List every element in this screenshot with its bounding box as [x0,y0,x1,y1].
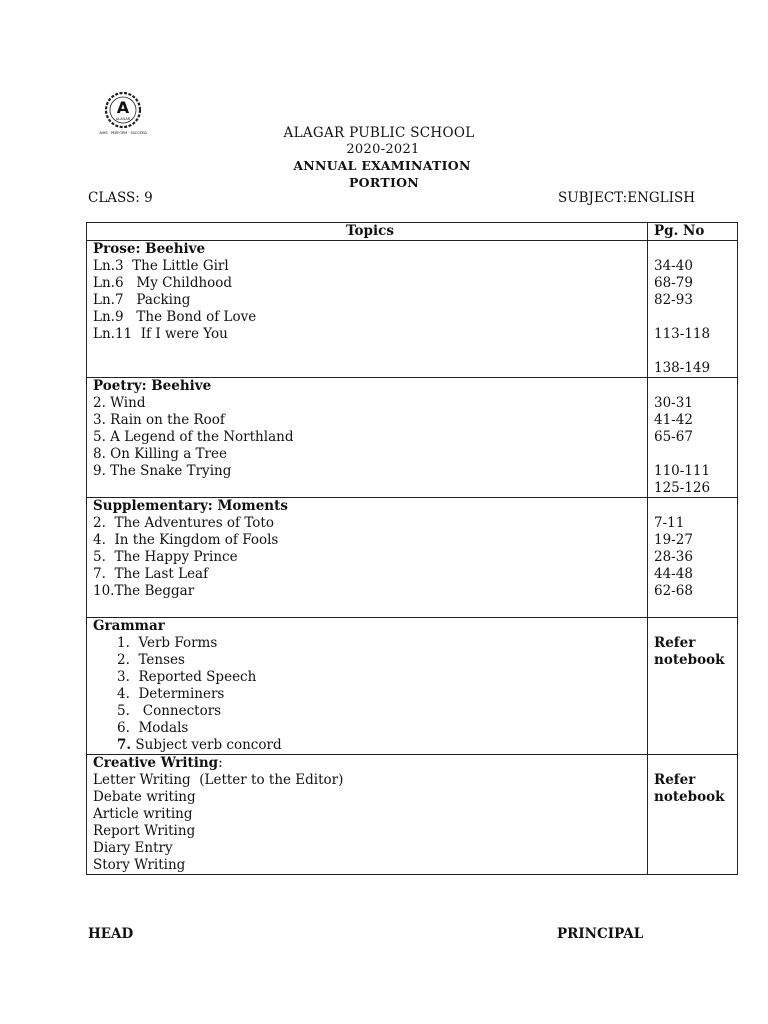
list-item: 2. Wind [93,395,146,411]
section-supplementary [87,498,738,618]
list-item: 5. Connectors [117,703,222,719]
table-header-row [87,223,738,241]
list-item: Ln.6 My Childhood [93,275,233,291]
topics-column-header: Topics [346,223,394,239]
section-prose [87,241,738,378]
school-name: ALAGAR PUBLIC SCHOOL [283,125,475,141]
section-grammar [87,618,738,755]
refer-label: Refer [654,635,696,651]
supplementary-heading: Supplementary: Moments [93,498,288,514]
list-item: 4. Determiners [117,686,225,702]
supplementary-topics-cell [87,498,648,618]
list-item: Ln.3 The Little Girl [93,258,229,274]
prose-heading: Prose: Beehive [93,241,206,257]
prose-pages-cell [648,241,738,378]
head-signature-label: HEAD [88,926,134,942]
list-item: Diary Entry [93,840,173,856]
class-label: CLASS: 9 [88,190,153,206]
academic-year: 2020-2021 [346,142,420,157]
list-item: 1. Verb Forms [117,635,218,651]
section-poetry [87,378,738,498]
refer-label: Refer [654,772,696,788]
logo-motto: AIMS · PERFORM · SUCCEED [99,131,147,135]
logo-letter: A [116,98,130,117]
topics-header-cell [87,223,648,241]
page-range: 125-126 [654,480,711,496]
list-item: 3. Reported Speech [117,669,257,685]
page-range: 65-67 [654,429,693,445]
prose-topics-cell [87,241,648,378]
portion-title: PORTION [348,175,420,190]
list-item: Ln.11 If I were You [93,326,228,342]
pages-header-cell [648,223,738,241]
list-item: Report Writing [93,823,196,839]
list-item: 9. The Snake Trying [93,463,232,479]
list-item: 7. The Last Leaf [93,566,209,582]
principal-signature-label: PRINCIPAL [557,926,644,942]
list-item: Debate writing [93,789,196,805]
list-item: 3. Rain on the Roof [93,412,225,428]
list-item: 6. Modals [117,720,189,736]
page-range: 110-111 [654,463,711,479]
list-item: Article writing [93,806,193,822]
portion-table [86,222,738,875]
list-item: 7. Subject verb concord [117,737,282,753]
grammar-heading: Grammar [93,618,165,634]
list-item: 2. Tenses [117,652,185,668]
page-range: 41-42 [654,412,693,428]
page-range: 7-11 [654,515,685,531]
list-item: 8. On Killing a Tree [93,446,227,462]
section-creative-writing [87,755,738,875]
list-item: Ln.7 Packing [93,292,191,308]
page-range: 82-93 [654,292,693,308]
page-range: 30-31 [654,395,693,411]
exam-title: ANNUAL EXAMINATION [293,158,471,173]
poetry-topics-cell [87,378,648,498]
grammar-pages-cell [648,618,738,755]
creative-topics-cell [87,755,648,875]
page-range: 113-118 [654,326,711,342]
page-range: 28-36 [654,549,693,565]
supplementary-pages-cell [648,498,738,618]
notebook-label: notebook [654,789,725,805]
grammar-topics-cell [87,618,648,755]
creative-pages-cell [648,755,738,875]
page-range: 62-68 [654,583,693,599]
poetry-heading: Poetry: Beehive [93,378,212,394]
page-range: 44-48 [654,566,693,582]
subject-label: SUBJECT:ENGLISH [558,190,695,206]
pages-column-header: Pg. No [654,223,705,239]
poetry-pages-cell [648,378,738,498]
list-item: 5. A Legend of the Northland [93,429,294,445]
list-item: Story Writing [93,857,186,873]
creative-heading: Creative Writing: [93,755,223,771]
page-range: 138-149 [654,360,711,376]
notebook-label: notebook [654,652,725,668]
page-range: 68-79 [654,275,693,291]
list-item: 4. In the Kingdom of Fools [93,532,279,548]
list-item: 5. The Happy Prince [93,549,238,565]
page-range: 19-27 [654,532,693,548]
page-range: 34-40 [654,258,693,274]
logo-text: ALAGAR [115,117,131,121]
list-item: Letter Writing (Letter to the Editor) [93,772,344,788]
list-item: Ln.9 The Bond of Love [93,309,257,325]
list-item: 10.The Beggar [93,583,195,599]
list-item: 2. The Adventures of Toto [93,515,274,531]
